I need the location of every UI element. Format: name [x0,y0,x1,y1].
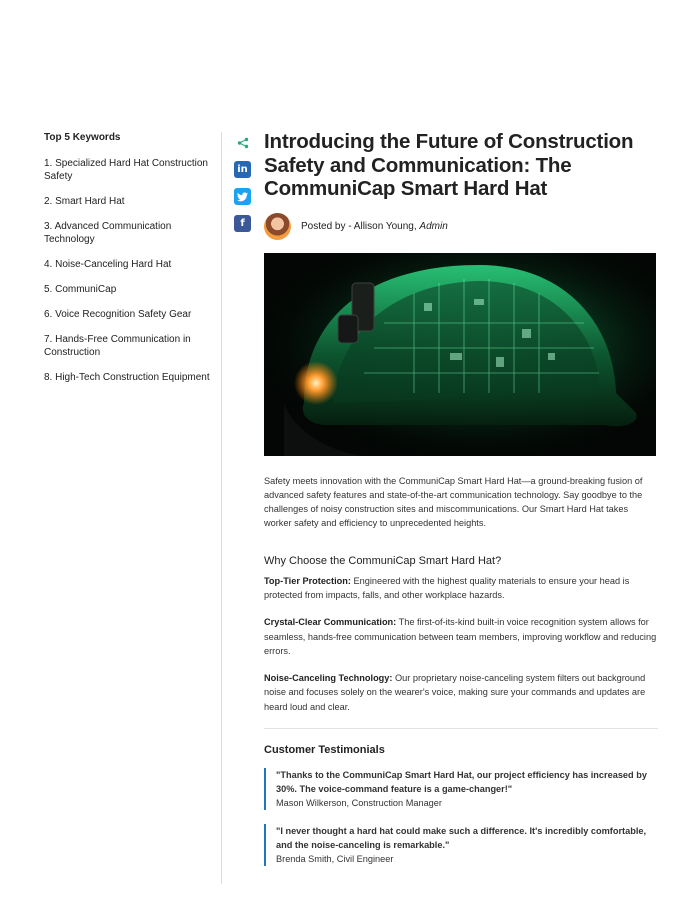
keywords-sidebar [44,132,214,396]
linkedin-icon[interactable]: in [234,161,251,178]
feature-item [264,615,658,658]
feature-text: The first-of-its-kind built-in voice recognition system allows for seamless, hands-free communication between team members, improving workflow and reducing errors. [264,617,657,656]
hero-image [264,253,656,456]
article [264,130,658,866]
testimonial-author: Brenda Smith, Civil Engineer [276,854,394,865]
article-title: Introducing the Future of Construction Safety and Communication: The CommuniCap Smart Hard Hat [264,130,634,200]
keyword-link[interactable]: 6. Voice Recognition Safety Gear [44,309,192,320]
keyword-link[interactable]: 8. High-Tech Construction Equipment [44,372,210,383]
testimonials-heading: Customer Testimonials [264,744,385,757]
feature-item [264,574,658,603]
share-bar [234,134,252,242]
smart-hard-hat-illustration [264,253,656,456]
author-line [264,213,658,241]
testimonial [264,824,658,866]
testimonial-quote: "I never thought a hard hat could make such a difference. It's incredibly comfortable, and the noise-canceling is remarkable." [276,826,647,851]
author-name: Posted by - Allison Young, [301,221,417,232]
sidebar-divider [221,132,222,884]
facebook-icon[interactable]: f [234,215,251,232]
feature-text: Our proprietary noise-canceling system filters out background noise and focuses solely on the wearer's voice, making sure your commands and updates are heard loud and clear. [264,673,646,712]
share-icon[interactable] [234,134,251,151]
testimonial-quote: "Thanks to the CommuniCap Smart Hard Hat, our project efficiency has increased by 30%. The voice-command feature is a game-changer!" [276,770,647,795]
intro-paragraph: Safety meets innovation with the CommuniCap Smart Hard Hat—a ground-breaking fusion of advanced safety features and state-of-the-art communication technology. Say goodbye to the challenges of noisy construction sites and miscommunications. Our Smart Hard Hat takes worker safety and efficiency to unprecedented heights. [264,475,643,529]
feature-label: Noise-Canceling Technology: [264,673,393,684]
author-role: Admin [419,221,448,232]
keyword-link[interactable]: 1. Specialized Hard Hat Construction Safety [44,158,208,182]
feature-label: Crystal-Clear Communication: [264,617,397,628]
testimonial [264,768,658,810]
section-divider [264,728,658,729]
keyword-link[interactable]: 3. Advanced Communication Technology [44,221,172,245]
avatar [264,213,291,240]
feature-item [264,671,658,714]
keyword-link[interactable]: 4. Noise-Canceling Hard Hat [44,259,172,270]
posted-by [301,221,448,232]
keyword-link[interactable]: 7. Hands-Free Communication in Construction [44,334,191,358]
testimonial-author: Mason Wilkerson, Construction Manager [276,798,442,809]
why-choose-heading: Why Choose the CommuniCap Smart Hard Hat? [264,554,502,567]
twitter-icon[interactable] [234,188,251,205]
keyword-link[interactable]: 2. Smart Hard Hat [44,196,125,207]
keyword-link[interactable]: 5. CommuniCap [44,284,117,295]
keywords-title: Top 5 Keywords [44,132,121,143]
feature-label: Top-Tier Protection: [264,575,351,586]
feature-text: Engineered with the highest quality materials to ensure your head is protected from impacts, falls, and other workplace hazards. [264,575,630,600]
